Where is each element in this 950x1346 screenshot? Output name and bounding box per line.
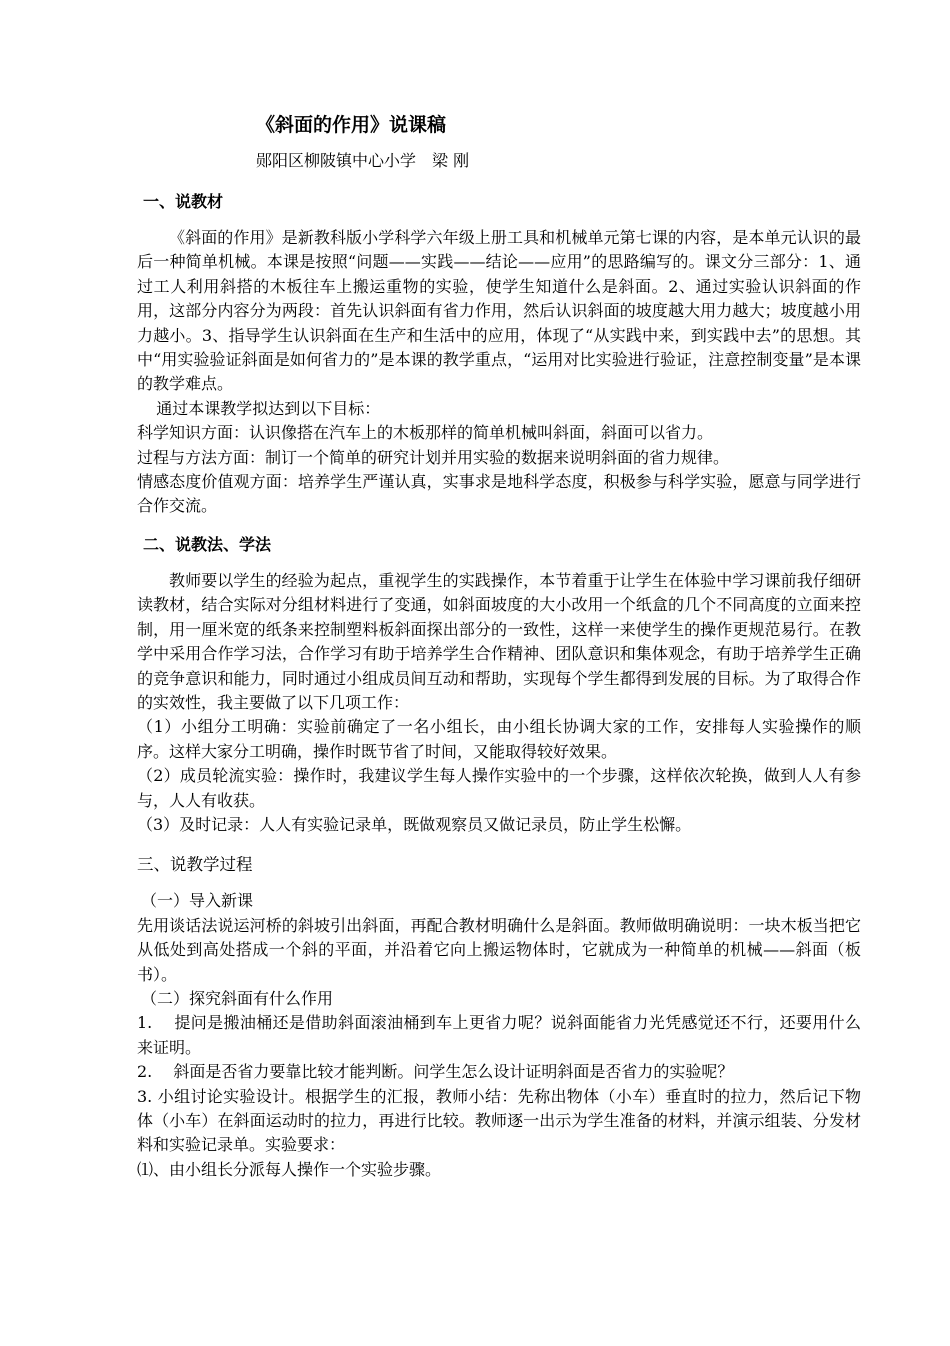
list-item: （1）小组分工明确：实验前确定了一名小组长，由小组长协调大家的工作，安排每人实验操作的顺序。这样大家分工明确，操作时既节省了时间，又能取得较好效果。 bbox=[137, 717, 861, 761]
list-item: （2）成员轮流实验：操作时，我建议学生每人操作实验中的一个步骤，这样依次轮换，做到人人有参与，人人有收获。 bbox=[137, 766, 861, 810]
paragraph: 先用谈话法说运河桥的斜坡引出斜面，再配合教材明确什么是斜面。教师做明确说明：一块木板当把它从低处到高处搭成一个斜的平面，并沿着它向上搬运物体时，它就成为一种简单的机械——斜面（板书）。 bbox=[137, 915, 861, 984]
section-heading-process: 三、说教学过程 bbox=[137, 855, 253, 875]
paragraph: 《斜面的作用》是新教科版小学科学六年级上册工具和机械单元第七课的内容，是本单元认识的最后一种简单机械。本课是按照“问题——实践——结论——应用”的思路编写的。课文分三部分：1、通过工人利用斜搭的木板往车上搬运重物的实验，使学生知道什么是斜面。2、通过实验认识斜面的作用，这部分内容分为两段：首先认识斜面有省力作用，然后认识斜面的坡度越大用力越大；坡度越小用力越小。3、指导学生认识斜面在生产和生活中的应用，体现了“从实践中来，到实践中去”的思想。其中“用实验验证斜面是如何省力的”是本课的教学重点，“运用对比实验进行验证，注意控制变量”是本课的教学难点。 bbox=[137, 228, 861, 394]
paragraph: 教师要以学生的经验为起点，重视学生的实践操作，本节着重于让学生在体验中学习课前我仔细研读教材，结合实际对分组材料进行了变通，如斜面坡度的大小改用一个纸盒的几个不同高度的立面来控制，用一厘米宽的纸条来控制塑料板斜面探出部分的一致性，这样一来使学生的操作更规范易行。在教学中采用合作学习法，合作学习有助于培养学生合作精神、团队意识和集体观念，有助于培养学生正确的竞争意识和能力，同时通过小组成员间互动和帮助，实现每个学生都得到发展的目标。为了取得合作的实效性，我主要做了以下几项工作： bbox=[137, 570, 861, 712]
document-title: 《斜面的作用》说课稿 bbox=[256, 114, 447, 136]
document-body bbox=[137, 182, 861, 1182]
list-item: ⑴、由小组长分派每人操作一个实验步骤。 bbox=[137, 1159, 442, 1179]
subheading: （一）导入新课 bbox=[141, 891, 254, 911]
list-item: 1. 提问是搬油桶还是借助斜面滚油桶到车上更省力呢？说斜面能省力光凭感觉还不行，还要用什么来证明。 bbox=[137, 1013, 861, 1057]
paragraph: 情感态度价值观方面：培养学生严谨认真，实事求是地科学态度，积极参与科学实验，愿意与同学进行合作交流。 bbox=[137, 472, 861, 516]
paragraph: 通过本课教学拟达到以下目标： bbox=[156, 398, 381, 418]
list-item: （3）及时记录：人人有实验记录单，既做观察员又做记录员，防止学生松懈。 bbox=[137, 814, 692, 834]
subheading: （二）探究斜面有什么作用 bbox=[141, 988, 334, 1008]
list-item: 2. 斜面是否省力要靠比较才能判断。问学生怎么设计证明斜面是否省力的实验呢？ bbox=[137, 1062, 734, 1082]
section-heading-textbook: 一、说教材 bbox=[143, 192, 224, 211]
section-heading-methods: 二、说教法、学法 bbox=[143, 534, 272, 554]
paragraph: 科学知识方面：认识像搭在汽车上的木板那样的简单机械叫斜面，斜面可以省力。 bbox=[137, 423, 714, 443]
paragraph: 过程与方法方面：制订一个简单的研究计划并用实验的数据来说明斜面的省力规律。 bbox=[137, 447, 730, 467]
author-byline: 郧阳区柳陂镇中心小学 梁 刚 bbox=[256, 151, 470, 170]
list-item: 3. 小组讨论实验设计。根据学生的汇报，教师小结：先称出物体（小车）垂直时的拉力，然后记下物体（小车）在斜面运动时的拉力，再进行比较。教师逐一出示为学生准备的材料，并演示组装、分发材料和实验记录单。实验要求： bbox=[137, 1086, 861, 1155]
